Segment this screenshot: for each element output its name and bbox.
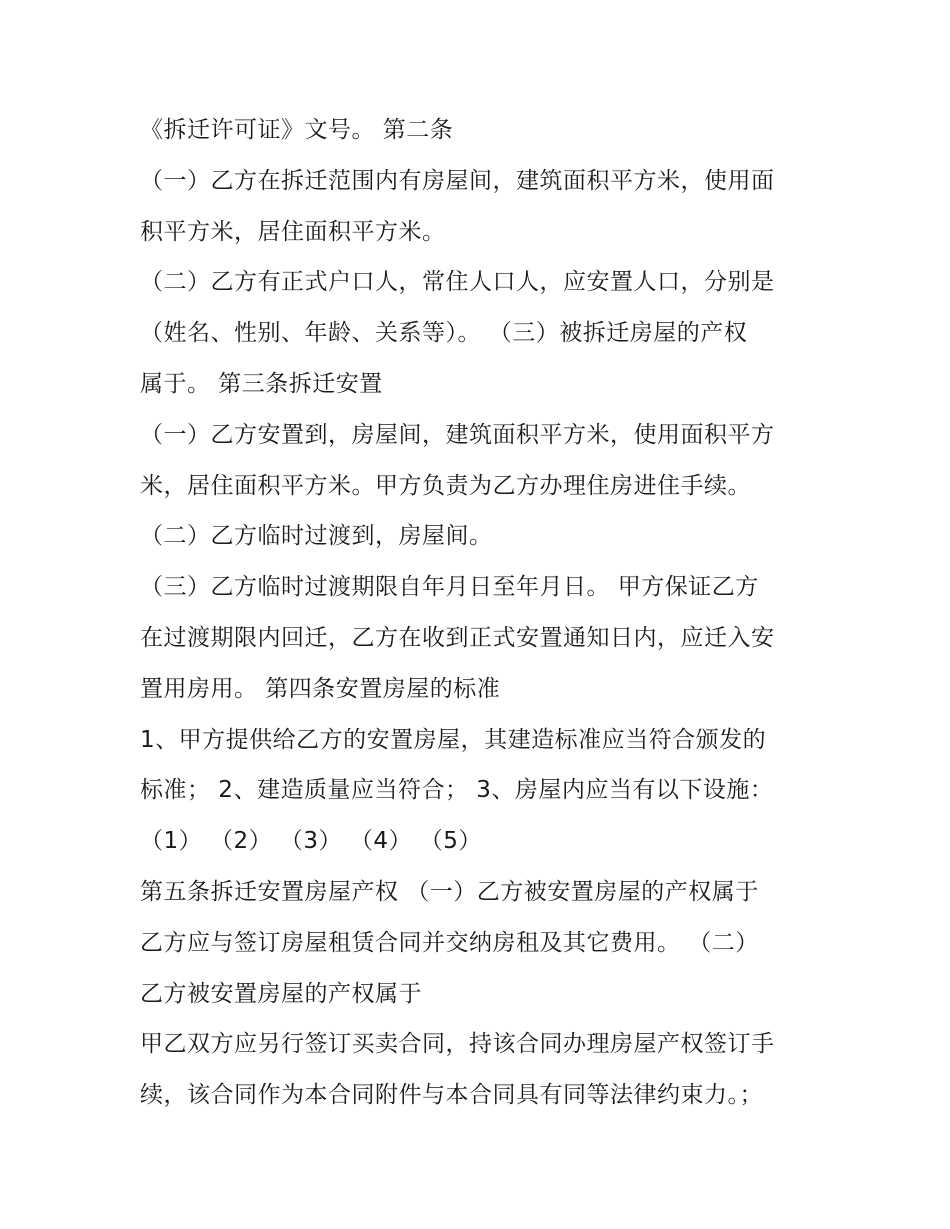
text-line: 积平方米，居住面积平方米。: [140, 218, 446, 245]
text-line: 第五条拆迁安置房屋产权 （一）乙方被安置房屋的产权属于: [140, 878, 759, 905]
text-line: 属于。 第三条拆迁安置: [140, 370, 383, 397]
text-line: 置用房用。 第四条安置房屋的标准: [140, 675, 501, 702]
document-body: [140, 110, 820, 1126]
text-line: 甲乙双方应另行签订买卖合同，持该合同办理房屋产权签订手: [140, 1031, 775, 1058]
text-line: （姓名、性别、年龄、关系等）。 （三）被拆迁房屋的产权: [140, 320, 748, 347]
text-line: （三）乙方临时过渡期限自年月日至年月日。 甲方保证乙方: [140, 574, 759, 601]
text-line: （一）乙方在拆迁范围内有房屋间，建筑面积平方米，使用面: [140, 167, 775, 194]
text-line: 续，该合同作为本合同附件与本合同具有同等法律约束力。；: [140, 1082, 763, 1109]
text-line: 《拆迁许可证》文号。 第二条: [140, 117, 454, 143]
text-line: 标准； 2、建造质量应当符合； 3、房屋内应当有以下设施：: [140, 777, 774, 804]
text-line: （二）乙方有正式户口人，常住人口人，应安置人口，分别是: [140, 269, 775, 296]
text-line: （1） （2） （3） （4） （5）: [140, 828, 482, 855]
text-line: （二）乙方临时过渡到，房屋间。: [140, 523, 493, 550]
text-line: 在过渡期限内回迁，乙方在收到正式安置通知日内，应迁入安: [140, 624, 775, 651]
text-line: 乙方被安置房屋的产权属于: [140, 980, 422, 1007]
text-line: 乙方应与签订房屋租赁合同并交纳房租及其它费用。 （二）: [140, 929, 759, 956]
text-line: （一）乙方安置到，房屋间，建筑面积平方米，使用面积平方: [140, 421, 775, 448]
text-line: 米，居住面积平方米。甲方负责为乙方办理住房进住手续。: [140, 472, 751, 499]
text-line: 1、甲方提供给乙方的安置房屋，其建造标准应当符合颁发的: [140, 726, 767, 753]
